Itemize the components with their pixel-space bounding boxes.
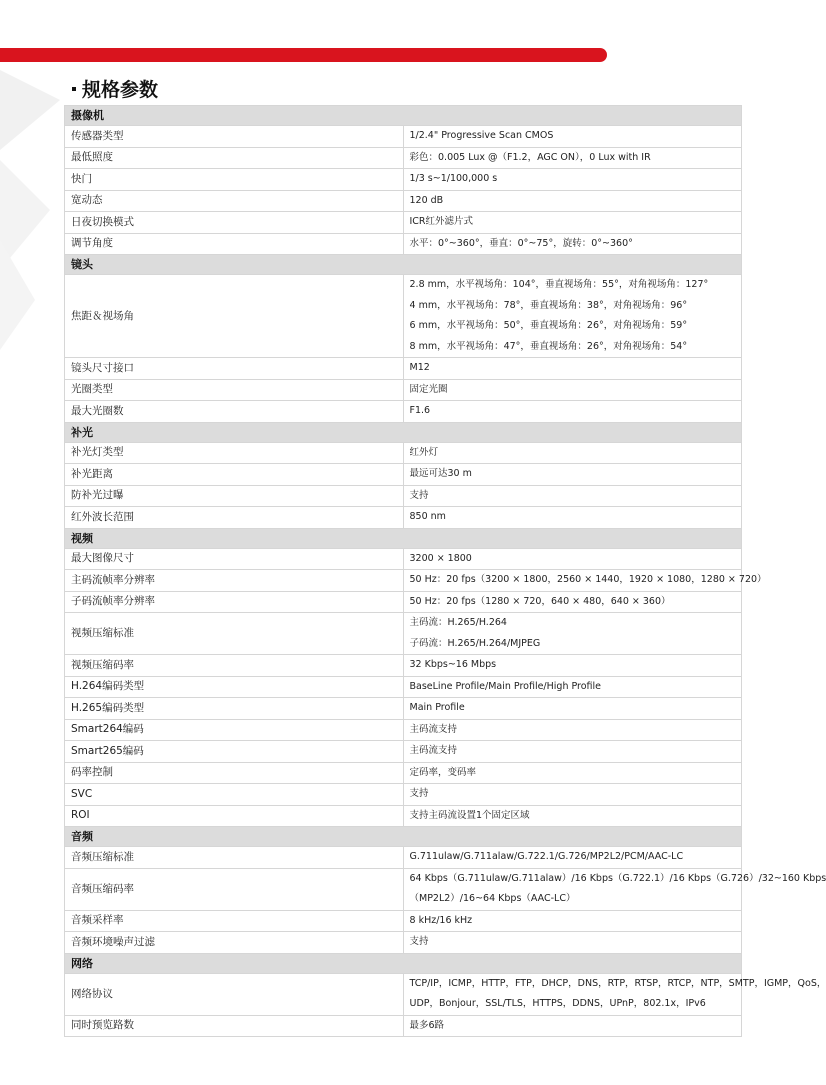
table-row	[65, 719, 742, 741]
spec-value-line: Main Profile	[409, 702, 465, 713]
decorative-watermark	[0, 60, 70, 360]
spec-label: H.264编码类型	[65, 676, 404, 698]
spec-value	[403, 805, 742, 827]
spec-value-line: 50 Hz：20 fps（1280 × 720，640 × 480，640 × 360）	[409, 595, 671, 607]
spec-value-line: TCP/IP，ICMP，HTTP，FTP，DHCP，DNS，RTP，RTSP，RTCP，NTP，SMTP，IGMP，QoS，	[409, 977, 826, 989]
spec-label: 传感器类型	[65, 126, 404, 148]
spec-value	[403, 1015, 742, 1037]
spec-label: 主码流帧率分辨率	[65, 570, 404, 592]
table-row	[65, 485, 742, 507]
table-row	[65, 698, 742, 720]
spec-label: Smart265编码	[65, 741, 404, 763]
spec-value-line: （MP2L2）/16~64 Kbps（AAC-LC）	[409, 893, 576, 904]
spec-value	[403, 169, 742, 191]
spec-value	[403, 379, 742, 401]
spec-label: 补光灯类型	[65, 442, 404, 464]
spec-value-line: UDP，Bonjour，SSL/TLS，HTTPS，DDNS，UPnP，802.1x，IPv6	[409, 998, 706, 1009]
spec-value-line: 1/2.4" Progressive Scan CMOS	[409, 130, 554, 141]
spec-label: 快门	[65, 169, 404, 191]
spec-label: 音频压缩码率	[65, 868, 404, 910]
spec-value-line: 最多6路	[409, 1019, 445, 1031]
spec-value-line: 主码流支持	[409, 723, 458, 735]
spec-value	[403, 401, 742, 423]
spec-value-line: 支持主码流设置1个固定区域	[409, 809, 530, 821]
spec-label: 焦距＆视场角	[65, 275, 404, 358]
spec-value-line: 支持	[409, 489, 429, 501]
spec-value	[403, 212, 742, 234]
spec-label: 最大图像尺寸	[65, 548, 404, 570]
spec-value-line: 支持	[409, 936, 429, 947]
table-row	[65, 591, 742, 613]
spec-value-line: 50 Hz：20 fps（3200 × 1800，2560 × 1440，1920 × 1080，1280 × 720）	[409, 574, 767, 585]
table-row	[65, 784, 742, 806]
section-header	[65, 422, 742, 442]
spec-value-line: 1/3 s~1/100,000 s	[409, 173, 498, 184]
spec-value	[403, 507, 742, 529]
header-red-bar	[0, 48, 607, 62]
table-row	[65, 212, 742, 234]
title-bullet	[72, 87, 76, 91]
spec-value-line: 彩色：0.005 Lux @（F1.2，AGC ON），0 Lux with IR	[409, 151, 651, 163]
spec-value-line: 支持	[409, 788, 429, 799]
table-row	[65, 275, 742, 358]
spec-value-line: 红外灯	[409, 446, 439, 458]
table-row	[65, 464, 742, 486]
spec-label: 补光距离	[65, 464, 404, 486]
section-title: 摄像机	[65, 106, 742, 126]
table-row	[65, 190, 742, 212]
spec-value	[403, 570, 767, 592]
table-row	[65, 169, 742, 191]
spec-value-line: 6 mm，水平视场角：50°，垂直视场角：26°，对角视场角：59°	[409, 320, 688, 331]
spec-label: 最大光圈数	[65, 401, 404, 423]
spec-value-line: 最远可达30 m	[409, 468, 472, 479]
spec-value	[403, 591, 742, 613]
spec-value	[403, 613, 742, 655]
section-header	[65, 953, 742, 973]
spec-value	[403, 762, 742, 784]
spec-value	[403, 190, 742, 212]
spec-value-line: 主码流：H.265/H.264	[409, 617, 507, 628]
spec-label: 镜头尺寸接口	[65, 358, 404, 380]
spec-value	[403, 485, 742, 507]
section-header	[65, 528, 742, 548]
section-header	[65, 827, 742, 847]
spec-label: 视频压缩码率	[65, 655, 404, 677]
spec-value	[403, 868, 826, 910]
spec-value	[403, 358, 742, 380]
spec-value	[403, 847, 742, 869]
table-row	[65, 762, 742, 784]
spec-value-line: F1.6	[409, 405, 431, 416]
table-row	[65, 570, 742, 592]
spec-label: 防补光过曝	[65, 485, 404, 507]
spec-value	[403, 548, 742, 570]
spec-value	[403, 784, 742, 806]
spec-value-line: 子码流：H.265/H.264/MJPEG	[409, 637, 541, 649]
table-row	[65, 613, 742, 655]
spec-value	[403, 973, 826, 1015]
spec-value-line: 水平：0°~360°，垂直：0°~75°，旋转：0°~360°	[409, 237, 633, 249]
spec-value	[403, 910, 742, 932]
spec-label: 音频采样率	[65, 910, 404, 932]
spec-label: 宽动态	[65, 190, 404, 212]
spec-value-line: 64 Kbps（G.711ulaw/G.711alaw）/16 Kbps（G.722.1）/16 Kbps（G.726）/32~160 Kbps	[409, 872, 826, 884]
spec-label: 光圈类型	[65, 379, 404, 401]
spec-value	[403, 126, 742, 148]
spec-value	[403, 442, 742, 464]
table-row	[65, 932, 742, 954]
spec-label: 同时预览路数	[65, 1015, 404, 1037]
spec-value-line: 8 kHz/16 kHz	[409, 914, 473, 926]
spec-value	[403, 698, 742, 720]
table-row	[65, 126, 742, 148]
table-row	[65, 805, 742, 827]
spec-label: 网络协议	[65, 973, 404, 1015]
spec-label: Smart264编码	[65, 719, 404, 741]
spec-value	[403, 741, 742, 763]
table-row	[65, 973, 742, 1015]
spec-value	[403, 147, 742, 169]
spec-value-line: 32 Kbps~16 Mbps	[409, 659, 497, 670]
spec-label: 日夜切换模式	[65, 212, 404, 234]
section-title: 补光	[65, 422, 742, 442]
spec-label: 音频环境噪声过滤	[65, 932, 404, 954]
table-row	[65, 442, 742, 464]
table-row	[65, 233, 742, 255]
spec-value	[403, 719, 742, 741]
table-row	[65, 147, 742, 169]
spec-value	[403, 932, 742, 954]
spec-label: 视频压缩标准	[65, 613, 404, 655]
table-row	[65, 868, 742, 910]
table-row	[65, 741, 742, 763]
table-row	[65, 847, 742, 869]
spec-label: 码率控制	[65, 762, 404, 784]
spec-label: ROI	[65, 805, 404, 827]
section-header	[65, 255, 742, 275]
table-row	[65, 507, 742, 529]
spec-value-line: 固定光圈	[409, 383, 448, 395]
spec-value-line: 120 dB	[409, 194, 444, 206]
spec-table	[64, 105, 826, 1037]
spec-label: 红外波长范围	[65, 507, 404, 529]
section-title: 镜头	[65, 255, 742, 275]
spec-value-line: 主码流支持	[409, 745, 458, 756]
spec-label: H.265编码类型	[65, 698, 404, 720]
spec-label: 调节角度	[65, 233, 404, 255]
section-title: 视频	[65, 528, 742, 548]
spec-value-line: G.711ulaw/G.711alaw/G.722.1/G.726/MP2L2/PCM/AAC-LC	[409, 851, 684, 862]
spec-value	[403, 676, 742, 698]
spec-label: 子码流帧率分辨率	[65, 591, 404, 613]
spec-value	[403, 464, 742, 486]
table-row	[65, 358, 742, 380]
table-row	[65, 676, 742, 698]
table-row	[65, 548, 742, 570]
page-title	[72, 78, 158, 102]
spec-value-line: 4 mm，水平视场角：78°，垂直视场角：38°，对角视场角：96°	[409, 299, 688, 311]
spec-value-line: BaseLine Profile/Main Profile/High Profile	[409, 680, 602, 692]
table-row	[65, 379, 742, 401]
table-row	[65, 655, 742, 677]
spec-value-line: 850 nm	[409, 511, 446, 522]
spec-value	[403, 275, 742, 358]
spec-value-line: 2.8 mm，水平视场角：104°，垂直视场角：55°，对角视场角：127°	[409, 279, 709, 290]
spec-value-line: 定码率，变码率	[409, 766, 477, 778]
spec-value-line: M12	[409, 362, 430, 373]
spec-value-line: ICR红外滤片式	[409, 216, 474, 227]
page-title-text: 规格参数	[82, 79, 159, 101]
spec-value-line: 8 mm，水平视场角：47°，垂直视场角：26°，对角视场角：54°	[409, 340, 688, 352]
spec-value-line: 3200 × 1800	[409, 552, 472, 564]
table-row	[65, 1015, 742, 1037]
spec-value	[403, 233, 742, 255]
section-title: 网络	[65, 953, 742, 973]
section-title: 音频	[65, 827, 742, 847]
table-row	[65, 401, 742, 423]
spec-label: 音频压缩标准	[65, 847, 404, 869]
spec-label: SVC	[65, 784, 404, 806]
spec-value	[403, 655, 742, 677]
table-row	[65, 910, 742, 932]
section-header	[65, 106, 742, 126]
spec-label: 最低照度	[65, 147, 404, 169]
